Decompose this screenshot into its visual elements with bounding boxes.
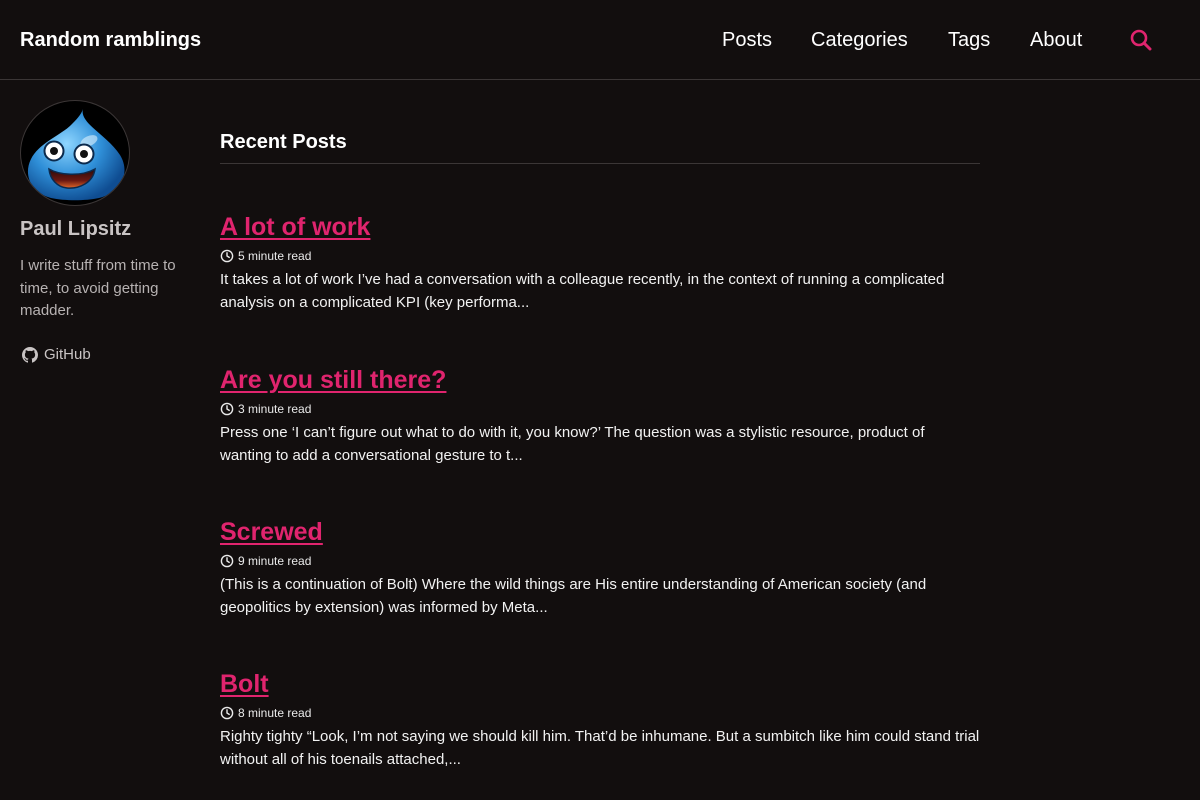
- section-title: Recent Posts: [220, 130, 980, 164]
- read-time-label: 8 minute read: [238, 706, 312, 720]
- nav-item-posts[interactable]: Posts: [722, 29, 773, 51]
- github-icon: [22, 347, 38, 363]
- github-link[interactable]: [22, 346, 91, 364]
- read-time: [220, 401, 980, 417]
- clock-icon: [220, 554, 234, 568]
- nav-item-about[interactable]: About: [1030, 29, 1083, 51]
- post-title: [220, 669, 980, 699]
- read-time-label: 9 minute read: [238, 554, 312, 568]
- masthead: [0, 0, 1200, 80]
- read-time-label: 5 minute read: [238, 249, 312, 263]
- avatar: [20, 100, 130, 206]
- read-time: [220, 553, 980, 569]
- post-title-link[interactable]: Screwed: [220, 518, 323, 546]
- author-bio: I write stuff from time to time, to avoid getting madder.: [20, 257, 176, 319]
- nav-item-categories[interactable]: Categories: [811, 29, 908, 51]
- search-icon: [1128, 27, 1154, 53]
- post-title-link[interactable]: A lot of work: [220, 213, 371, 241]
- author-name: Paul Lipsitz: [20, 218, 132, 240]
- github-link-label: GitHub: [44, 346, 91, 363]
- read-time: [220, 248, 980, 264]
- clock-icon: [220, 249, 234, 263]
- post-item: [220, 517, 980, 619]
- search-button[interactable]: [1128, 27, 1154, 53]
- post-excerpt: Press one ‘I can’t figure out what to do with it, you know?’ The question was a stylistic resource, product of wanting to add a conversational gesture to t...: [220, 424, 925, 464]
- post-excerpt: Righty tighty “Look, I’m not saying we should kill him. That’d be inhumane. But a sumbitch like him could stand trial without all of his toenails attached,...: [220, 728, 980, 768]
- read-time-label: 3 minute read: [238, 402, 312, 416]
- clock-icon: [220, 706, 234, 720]
- site-title[interactable]: Random ramblings: [20, 29, 202, 51]
- post-title: [220, 517, 980, 547]
- slime-avatar-icon: [21, 101, 130, 206]
- clock-icon: [220, 402, 234, 416]
- post-excerpt: It takes a lot of work I’ve had a conversation with a colleague recently, in the context of running a complicated analysis on a complicated KPI (key performa...: [220, 271, 945, 311]
- post-excerpt: (This is a continuation of Bolt) Where the wild things are His entire understanding of American society (and geopolitics by extension) was informed by Meta...: [220, 576, 927, 616]
- post-title: [220, 212, 980, 242]
- post-title-link[interactable]: Bolt: [220, 670, 269, 698]
- post-title-link[interactable]: Are you still there?: [220, 366, 447, 394]
- post-item: [220, 212, 980, 314]
- post-item: [220, 669, 980, 771]
- nav-item-tags[interactable]: Tags: [948, 29, 991, 51]
- post-title: [220, 365, 980, 395]
- post-item: [220, 365, 980, 467]
- read-time: [220, 705, 980, 721]
